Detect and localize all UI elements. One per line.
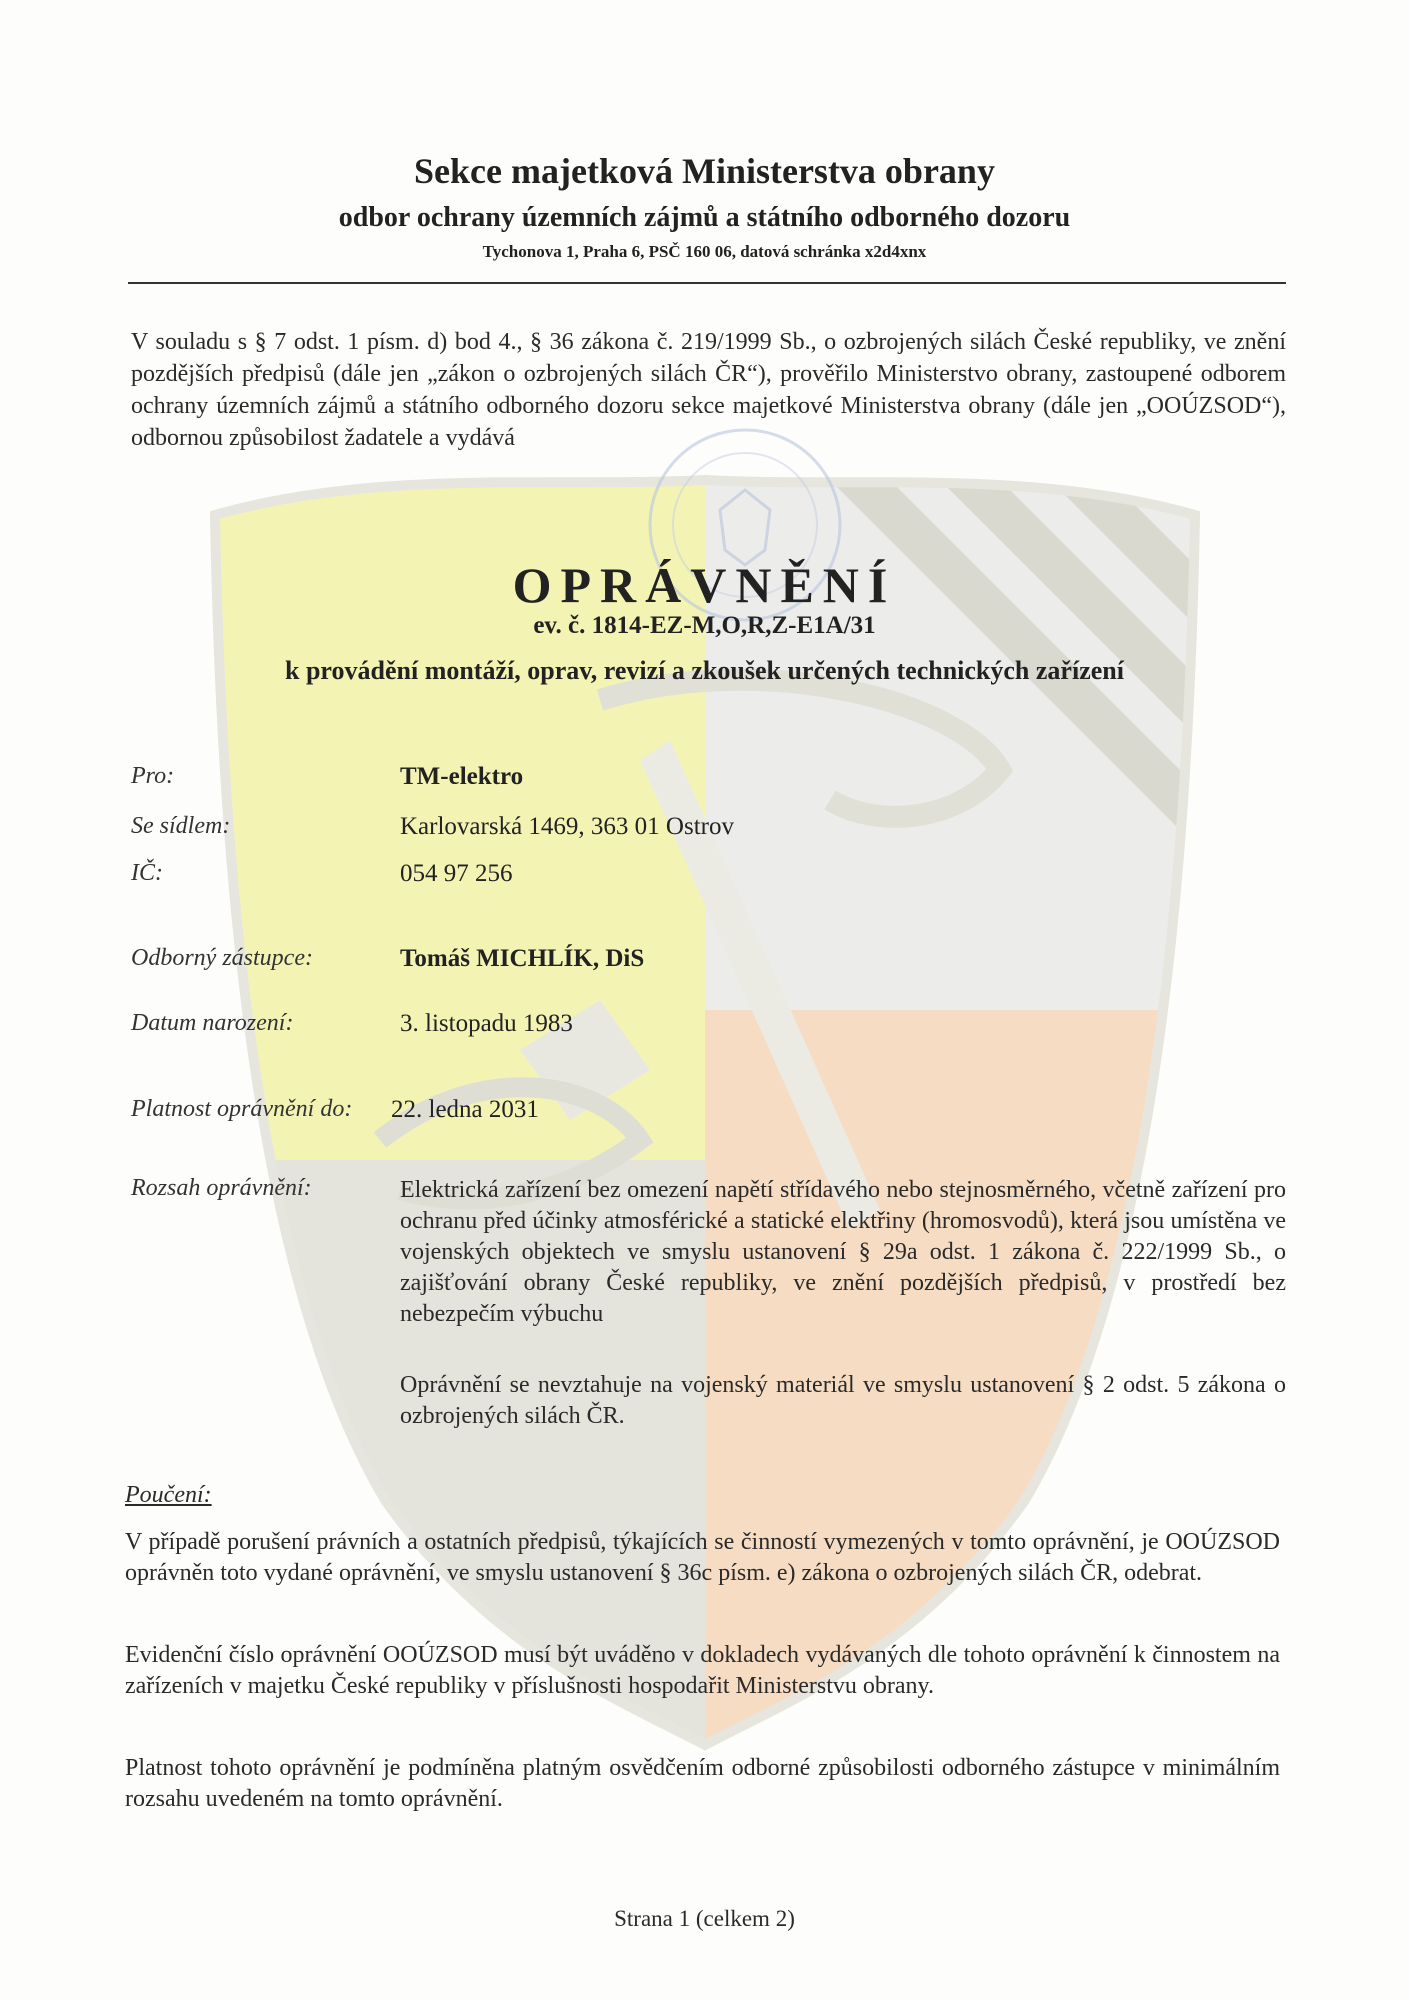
header-subtitle: odbor ochrany územních zájmů a státního odborného dozoru [338,202,1071,233]
zastupce-value: Tomáš MICHLÍK, DiS [400,945,645,972]
page-number: Strana 1 (celkem 2) [614,1906,795,1931]
poucheni-paragraph-2: Evidenční číslo oprávnění OOÚZSOD musí být uváděno v dokladech vydávaných dle tohoto oprávnění k činnostem na zařízeních v majetku České republiky v příslušnosti hospodařit Ministerstvu obrany. [125,1642,1280,1699]
intro-paragraph: V souladu s § 7 odst. 1 písm. d) bod 4., § 36 zákona č. 219/1999 Sb., o ozbrojených silách České republiky, ve znění pozdějších předpisů (dále jen „zákon o ozbrojených silách ČR“), prověřilo Ministerstvo obrany, zastoupené odborem ochrany územních zájmů a státního odborného dozoru sekce majetkové Ministerstva obrany (dále jen „OOÚZSOD“), odbornou způsobilost žadatele a vydává [131,329,1286,451]
poucheni-paragraph-1: V případě porušení právních a ostatních předpisů, týkajících se činností vymezených v tomto oprávnění, je OOÚZSOD oprávněn toto vydané oprávnění, ve smyslu ustanovení § 36c písm. e) zákona o ozbrojených silách ČR, odebrat. [125,1529,1280,1586]
rozsah-note: Oprávnění se nevztahuje na vojenský materiál ve smyslu ustanovení § 2 odst. 5 zákona o ozbrojených silách ČR. [400,1372,1286,1429]
poucheni-heading: Poučení: [125,1482,212,1508]
sidlo-value: Karlovarská 1469, 363 01 Ostrov [400,813,734,840]
document-title: OPRÁVNĚNÍ [512,557,897,613]
narozeni-value: 3. listopadu 1983 [400,1010,573,1037]
rozsah-label: Rozsah oprávnění: [131,1175,312,1201]
document-purpose: k provádění montáží, oprav, revizí a zkoušek určených technických zařízení [285,656,1124,685]
narozeni-label: Datum narození: [131,1010,294,1036]
sidlo-label: Se sídlem: [131,813,231,839]
header-address: Tychonova 1, Praha 6, PSČ 160 06, datová schránka x2d4xnx [482,242,927,261]
poucheni-paragraph-3: Platnost tohoto oprávnění je podmíněna platným osvědčením odborné způsobilosti odborného zástupce v minimálním rozsahu uvedeném na tomto oprávnění. [125,1755,1280,1812]
ic-value: 054 97 256 [400,860,513,887]
rozsah-text: Elektrická zařízení bez omezení napětí střídavého nebo stejnosměrného, včetně zařízení pro ochranu před účinky atmosférické a statické elektřiny (hromosvodů), která jsou umístěna ve vojenských objektech ve smyslu ustanovení § 29a odst. 1 zákona č. 222/1999 Sb., o zajišťování obrany České republiky, ve znění pozdějších předpisů, v prostředí bez nebezpečím výbuchu [400,1177,1286,1327]
pro-label: Pro: [131,763,175,789]
ic-label: IČ: [131,860,163,886]
platnost-value: 22. ledna 2031 [391,1096,539,1123]
pro-value: TM-elektro [400,763,524,790]
zastupce-label: Odborný zástupce: [131,945,313,971]
header-divider [128,282,1286,284]
header-title: Sekce majetková Ministerstva obrany [414,151,995,191]
evidence-number: ev. č. 1814-EZ-M,O,R,Z-E1A/31 [533,612,876,639]
platnost-label: Platnost oprávnění do: [131,1096,353,1122]
